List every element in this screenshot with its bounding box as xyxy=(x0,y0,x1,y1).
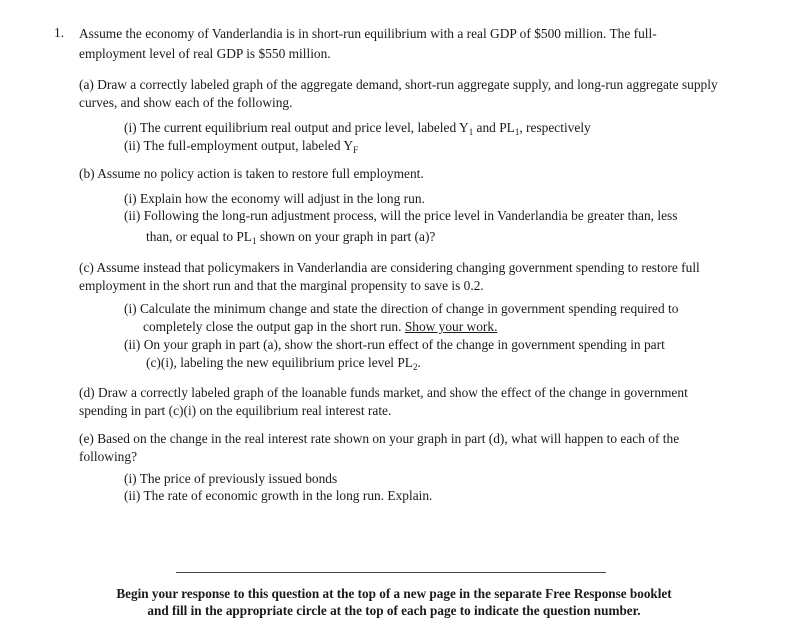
part-d-text: (d) Draw a correctly labeled graph of the loanable funds market, and show the effect of the change in government spending in part (c)(i) on the equilibrium real interest rate. xyxy=(79,385,688,418)
part-e-text: (e) Based on the change in the real interest rate shown on your graph in part (d), what will happen to each of the following? xyxy=(79,431,680,464)
footer-line-1: Begin your response to this question at the top of a new page in the separate Free Response booklet xyxy=(116,586,672,601)
part-c-i-line1: (i) Calculate the minimum change and state the direction of change in government spending required to xyxy=(124,301,679,316)
part-c-ii-line1: (ii) On your graph in part (a), show the short-run effect of the change in government spending in part xyxy=(124,337,665,352)
footer-divider xyxy=(176,572,606,573)
part-a-ii: (ii) The full-employment output, labeled $Y_F$ xyxy=(124,138,359,155)
question-intro: Assume the economy of Vanderlandia is in short-run equilibrium with a real GDP of $500 million. The full-employment level of real GDP is $550 million. xyxy=(79,26,657,61)
part-b-text: (b) Assume no policy action is taken to restore full employment. xyxy=(79,166,424,181)
part-b-i: (i) Explain how the economy will adjust in the long run. xyxy=(124,191,425,206)
question-number: 1. xyxy=(54,25,65,40)
part-b-ii-line2: than, or equal to $PL_1$ shown on your graph in part (a)? xyxy=(146,229,436,246)
footer-line-2: and fill in the appropriate circle at the top of each page to indicate the question number. xyxy=(147,603,641,618)
part-c-i-line2: completely close the output gap in the short run. Show your work. xyxy=(143,319,498,334)
part-c-ii-line2: (c)(i), labeling the new equilibrium price level $PL_2$. xyxy=(146,355,421,372)
part-a-i: (i) The current equilibrium real output and price level, labeled $Y_1$ and $PL_1$, respectively xyxy=(124,120,591,137)
part-c-text: (c) Assume instead that policymakers in Vanderlandia are considering changing government spending to restore full employment in the short run and that the marginal propensity to save is 0.2. xyxy=(79,260,700,293)
part-e-i: (i) The price of previously issued bonds xyxy=(124,471,338,486)
part-a-text: (a) Draw a correctly labeled graph of the aggregate demand, short-run aggregate supply, and long-run aggregate supply curves, and show each of the following. xyxy=(79,77,718,110)
part-e-ii: (ii) The rate of economic growth in the long run. Explain. xyxy=(124,488,433,503)
show-work-emphasis: Show your work. xyxy=(404,319,498,334)
part-b-ii-line1: (ii) Following the long-run adjustment process, will the price level in Vanderlandia be greater than, less xyxy=(124,208,678,223)
footer-instructions xyxy=(60,585,728,619)
